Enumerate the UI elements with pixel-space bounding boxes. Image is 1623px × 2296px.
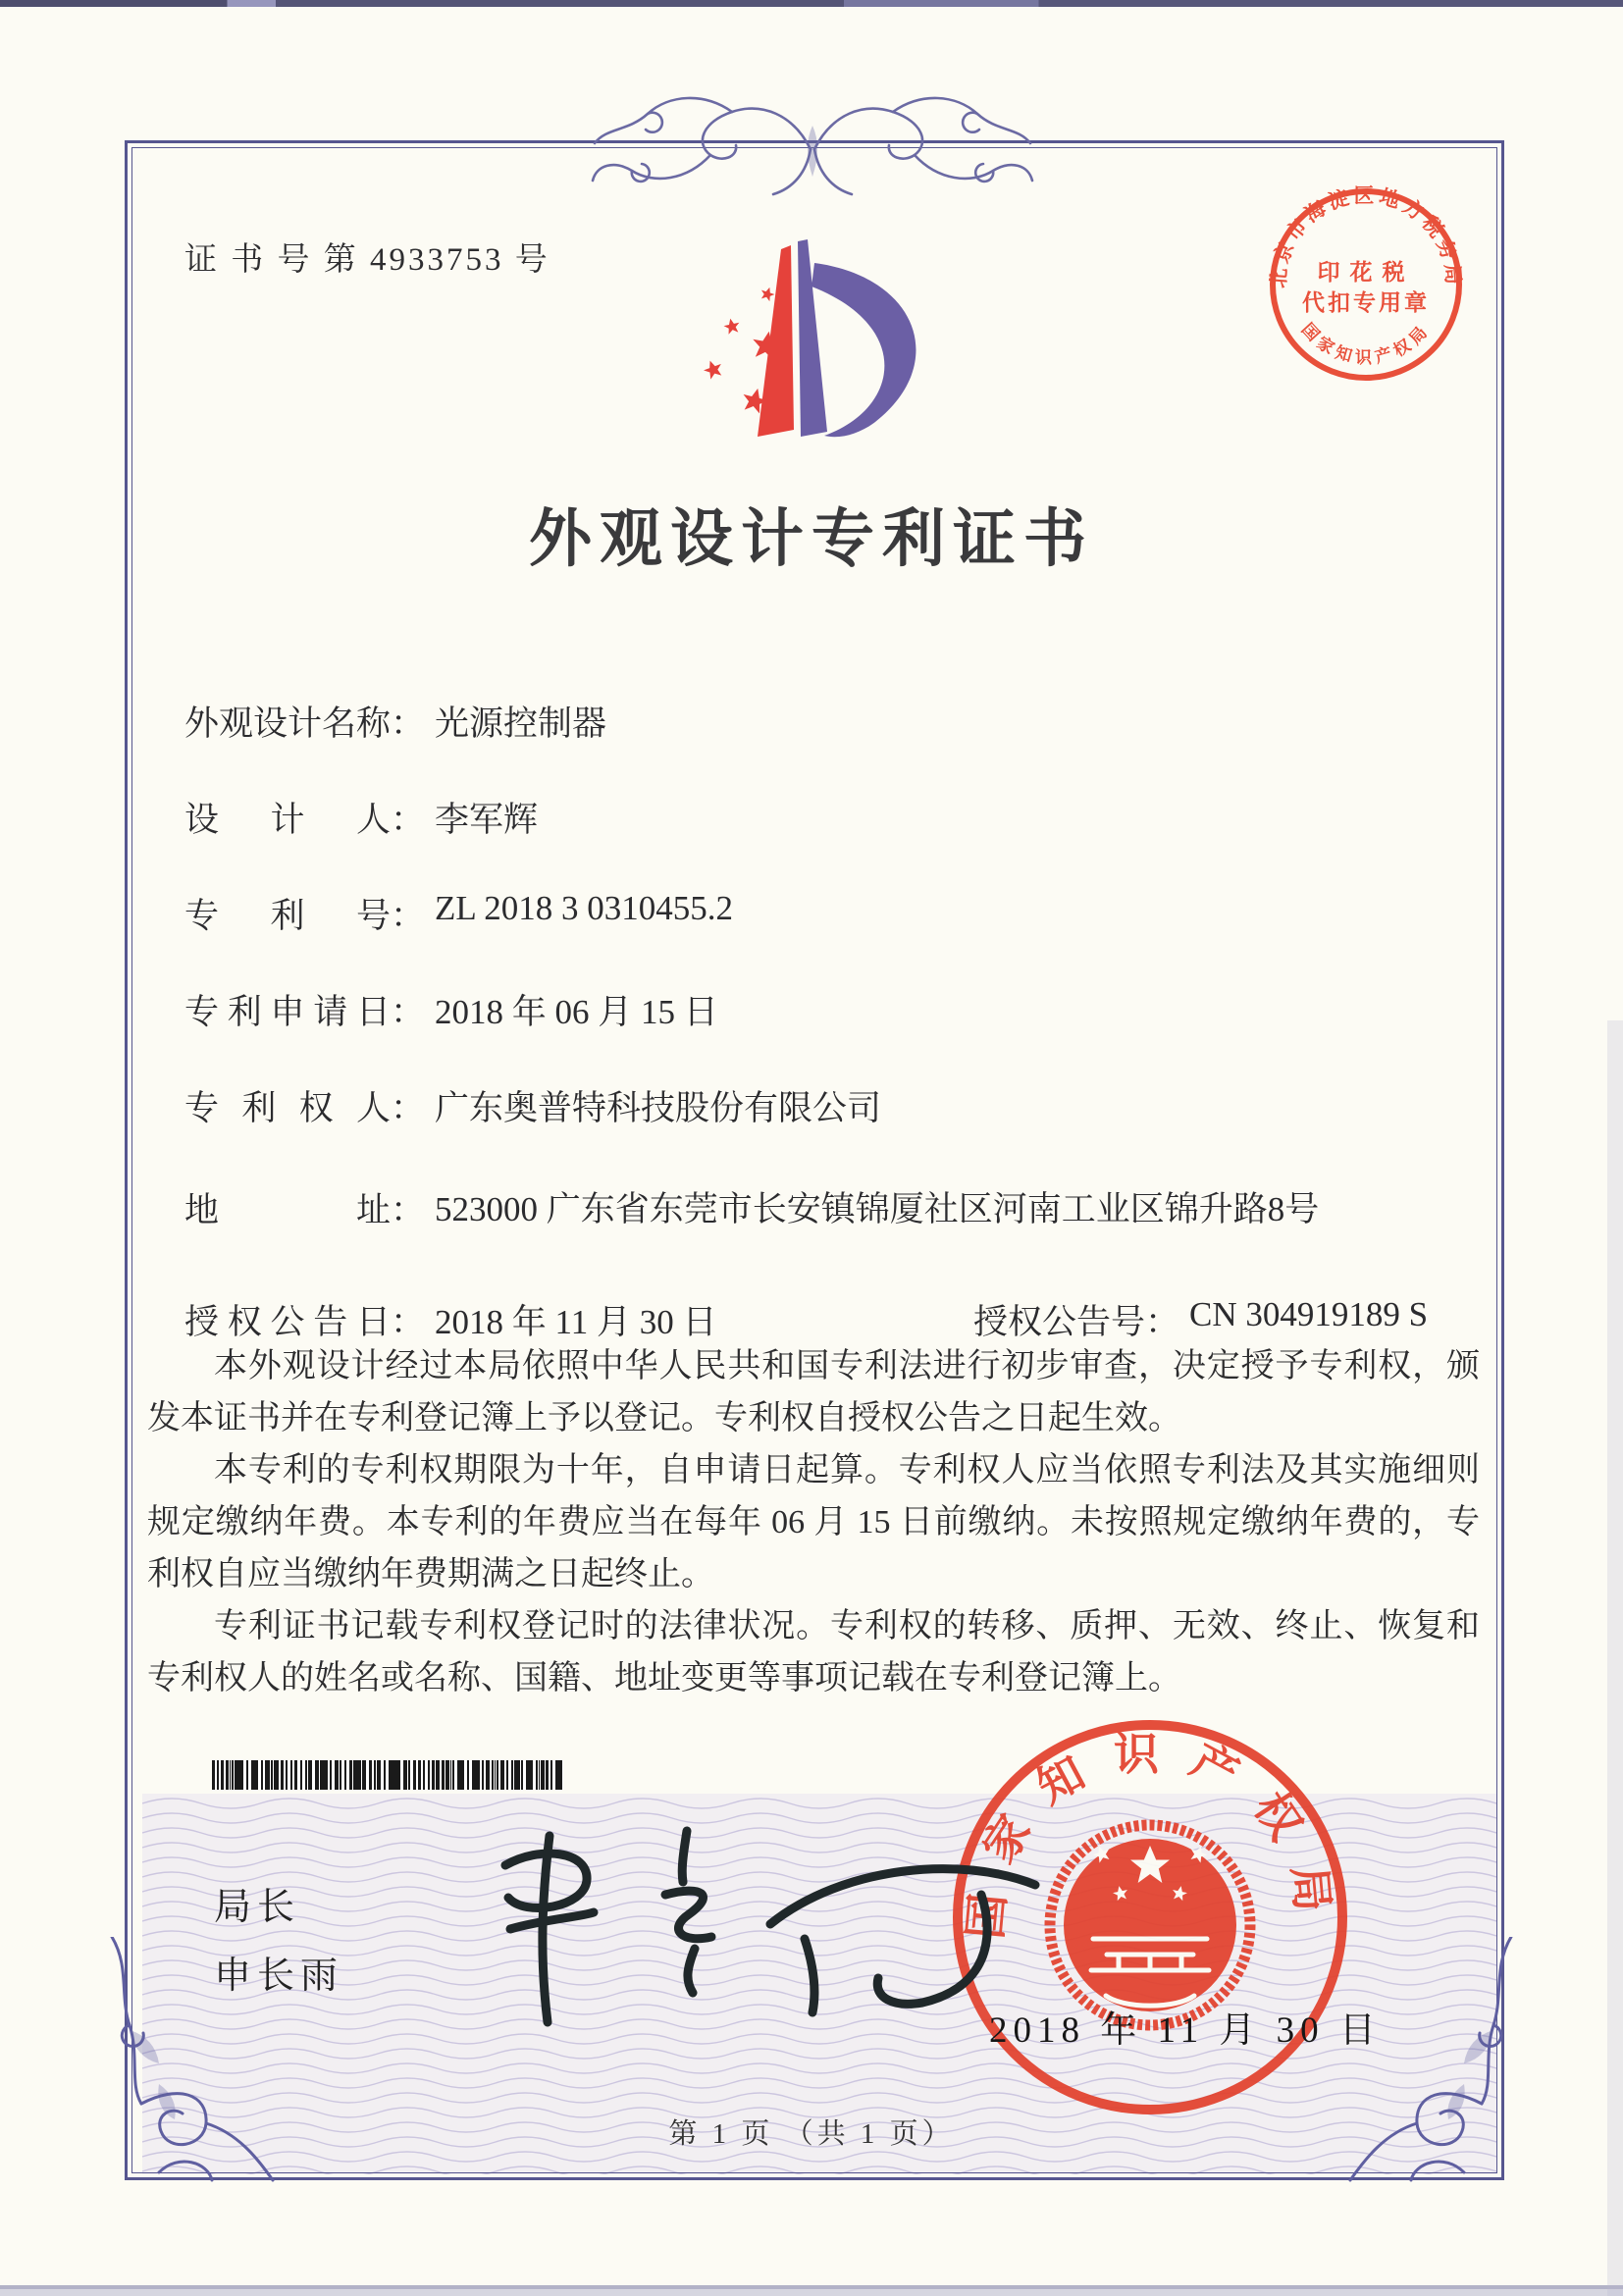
field-value: 523000 广东省东莞市长安镇锦厦社区河南工业区锦升路8号 — [435, 1190, 1320, 1228]
commissioner-title: 局长 — [214, 1887, 301, 1928]
certificate-title: 外观设计专利证书 — [529, 504, 1094, 574]
sipo-logo-icon — [667, 235, 952, 461]
tax-stamp-top-text: 北京市海淀区地方税务局 — [1268, 184, 1464, 289]
field-separator: ： — [391, 993, 426, 1031]
field-row-grant-date — [184, 1295, 716, 1344]
field-value: 2018 年 11 月 30 日 — [435, 1303, 717, 1341]
seal-date: 2018 年 11 月 30 日 — [989, 2010, 1382, 2051]
field-label: 专利号 — [184, 897, 391, 935]
certificate-number: 证 书 号 第 4933753 号 — [184, 242, 550, 278]
page-number-footer: 第 1 页 （共 1 页） — [668, 2118, 955, 2150]
field-separator: ： — [1145, 1303, 1180, 1341]
field-row-patent-number — [184, 889, 733, 938]
field-row-designer — [184, 793, 538, 842]
field-row-grant-number — [973, 1295, 1428, 1344]
scan-edge-bottom — [0, 2285, 1623, 2296]
frame-top-ornament-icon — [587, 86, 1038, 208]
field-row-filing-date — [184, 985, 718, 1034]
field-separator: ： — [391, 704, 426, 743]
field-value: ZL 2018 3 0310455.2 — [435, 889, 733, 927]
tax-stamp-seal-icon — [1266, 184, 1466, 385]
frame-corner-ornament-right-icon — [1346, 1937, 1523, 2192]
field-value: 李军辉 — [435, 801, 539, 839]
field-row-patentee — [184, 1081, 881, 1130]
field-row-design-name — [184, 697, 606, 746]
field-value: 2018 年 06 月 15 日 — [435, 993, 718, 1031]
field-label: 外观设计名称 — [184, 704, 392, 743]
legal-paragraph-3: 专利证书记载专利权登记时的法律状况。专利权的转移、质押、无效、终止、恢复和专利权人的姓名或名称、国籍、地址变更等事项记载在专利登记簿上。 — [147, 1608, 1480, 1696]
field-label: 授权公告日 — [184, 1303, 391, 1341]
tax-stamp-line1: 印花税 — [1317, 260, 1415, 285]
field-separator: ： — [391, 1089, 426, 1127]
field-value: 光源控制器 — [435, 704, 607, 743]
svg-text:国家知识产权局 — [1298, 320, 1435, 367]
field-separator: ： — [391, 1303, 426, 1341]
field-separator: ： — [391, 897, 426, 935]
field-separator: ： — [391, 801, 426, 839]
field-label: 设计人 — [184, 801, 391, 839]
field-value: CN 304919189 S — [1189, 1295, 1429, 1333]
seal-ring-text: 国家知识产权局 — [960, 1729, 1340, 1942]
legal-paragraph-1: 本外观设计经过本局依照中华人民共和国专利法进行初步审查，决定授予专利权，颁发本证书并在专利登记簿上予以登记。专利权自授权公告之日起生效。 — [147, 1348, 1480, 1436]
field-label: 授权公告号 — [973, 1303, 1146, 1341]
field-label: 专利申请日 — [184, 993, 391, 1031]
field-value: 广东奥普特科技股份有限公司 — [435, 1089, 882, 1127]
field-label: 专利权人 — [184, 1089, 391, 1127]
tax-stamp-bottom-text: 国家知识产权局 — [1297, 319, 1435, 368]
scan-edge-right — [1607, 1020, 1623, 2296]
field-label: 地址 — [184, 1191, 391, 1229]
legal-paragraph-2: 本专利的专利权期限为十年，自申请日起算。专利权人应当依照专利法及其实施细则规定缴纳年费。本专利的年费应当在每年 06 月 15 日前缴纳。未按照规定缴纳年费的，专利权自应当缴纳年费期满之日起终止。 — [147, 1452, 1480, 1592]
commissioner-name: 申长雨 — [214, 1956, 344, 1997]
legal-text-block — [147, 1340, 1480, 1704]
field-row-address — [184, 1183, 1445, 1235]
tax-stamp-line2: 代扣专用章 — [1302, 290, 1430, 315]
barcode — [212, 1760, 563, 1790]
commissioner-signature-icon — [432, 1811, 1060, 2037]
scan-edge-top — [0, 0, 1623, 7]
field-separator: ： — [391, 1191, 426, 1229]
